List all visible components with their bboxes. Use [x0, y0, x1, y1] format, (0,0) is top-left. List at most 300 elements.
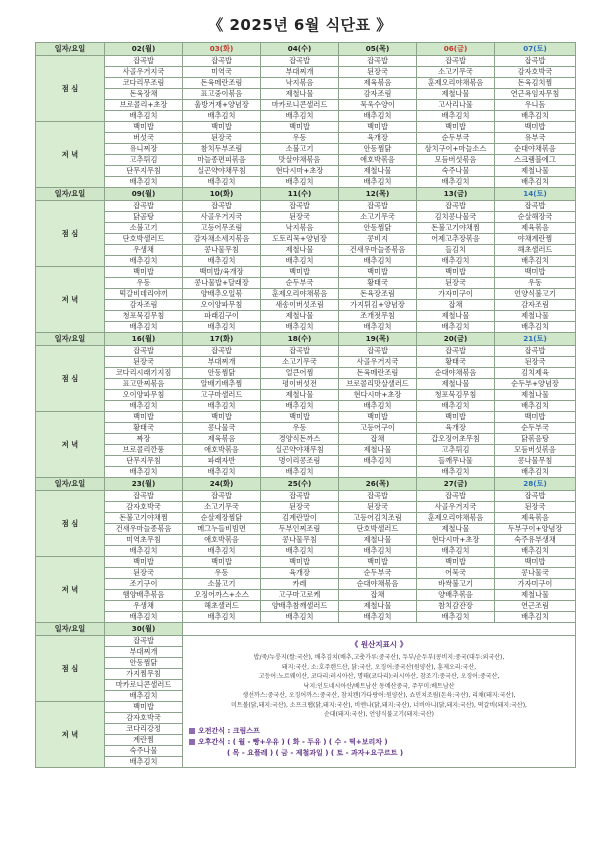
menu-item: 짜장	[105, 434, 183, 445]
menu-item: 배추김치	[261, 256, 339, 267]
day-header: 07(토)	[495, 43, 576, 56]
menu-item: 조기구이	[105, 579, 183, 590]
menu-item: 돈육김치찜	[495, 78, 576, 89]
date-header-label: 일자/요일	[36, 43, 105, 56]
menu-item: 제철나물	[339, 166, 417, 177]
week-header-row	[36, 188, 576, 201]
lunch-row	[36, 89, 576, 100]
menu-item: 배추김치	[495, 467, 576, 478]
menu-item: 우동	[261, 423, 339, 434]
menu-item: 배추김치	[261, 546, 339, 557]
bullet-icon	[189, 739, 195, 745]
menu-item: 백미밥	[339, 122, 417, 133]
menu-item: 육개장	[417, 423, 495, 434]
day-header: 17(화)	[183, 333, 261, 346]
menu-item: 묵욱수양이	[339, 100, 417, 111]
menu-item: 바싹불고기	[417, 579, 495, 590]
day-header: 14(토)	[495, 188, 576, 201]
lunch-row	[36, 111, 576, 122]
menu-item: 양배추볶음	[417, 590, 495, 601]
menu-item: 배추김치	[183, 467, 261, 478]
dinner-row	[36, 133, 576, 144]
dinner-row	[36, 601, 576, 612]
menu-item: 배추김치	[495, 322, 576, 333]
lunch-row	[36, 256, 576, 267]
lunch-row	[36, 201, 576, 212]
menu-item: 배추김치	[183, 612, 261, 623]
menu-item: 감자호박국	[495, 67, 576, 78]
menu-item: 고구마고로케	[261, 590, 339, 601]
day-header: 21(토)	[495, 333, 576, 346]
dinner-row	[36, 456, 576, 467]
menu-item: 콩나물무침	[495, 456, 576, 467]
lunch-row	[36, 223, 576, 234]
menu-item: 얼큰어찜	[261, 368, 339, 379]
menu-item: 백미밥	[261, 267, 339, 278]
menu-item: 순두부국	[339, 568, 417, 579]
menu-item: 훈제오리야채볶음	[261, 289, 339, 300]
menu-item: 제육볶음	[495, 513, 576, 524]
menu-item: 낙지볶음	[261, 78, 339, 89]
menu-item: 훈제오리야채볶음	[417, 513, 495, 524]
menu-item: 백미밥	[495, 412, 576, 423]
menu-table	[35, 42, 576, 768]
menu-item: 고등어구이	[339, 423, 417, 434]
lunch-label: 점 심	[36, 346, 105, 412]
lunch-row	[36, 379, 576, 390]
origin-line: 미트볼(닭,돼지:국산), 소프크랩(닭,돼지:국산), 비엔나(닭,돼지:국산), 너비아니(닭,돼지:국산), 떡갈비(돼지:국산),	[231, 701, 527, 709]
menu-item: 유니찌장	[105, 144, 183, 155]
menu-item: 제철나물	[339, 601, 417, 612]
menu-item: 돈육장채	[105, 89, 183, 100]
page-title: 《 2025년 6월 식단표 》	[208, 16, 392, 34]
menu-item: 제철나물	[417, 89, 495, 100]
dinner-row	[36, 122, 576, 133]
menu-item: 가자미구이	[495, 579, 576, 590]
day-header: 19(목)	[339, 333, 417, 346]
menu-item: 현다시마+초장	[417, 535, 495, 546]
menu-item: 돈불고기야채찜	[417, 223, 495, 234]
menu-item: 제철나물	[495, 390, 576, 401]
dinner-row	[36, 289, 576, 300]
snack-line	[189, 726, 569, 737]
menu-item: 고사리나물	[417, 100, 495, 111]
bullet-icon	[189, 728, 195, 734]
menu-item: 울방거재+양념장	[183, 100, 261, 111]
menu-item: 순두부국	[495, 423, 576, 434]
menu-item: 코다리시래기지짐	[105, 368, 183, 379]
menu-item: 도토리묵+양념장	[261, 234, 339, 245]
menu-item: 배추김치	[105, 256, 183, 267]
menu-item: 안동찜닭	[105, 658, 183, 669]
dinner-row	[36, 177, 576, 188]
menu-item: 잡곡밥	[417, 491, 495, 502]
week-header-row	[36, 333, 576, 346]
menu-item: 백미밥	[261, 557, 339, 568]
lunch-label: 점 심	[36, 491, 105, 557]
menu-item: 순두부국	[417, 133, 495, 144]
menu-item: 평이버섯전	[261, 379, 339, 390]
menu-item: 제철나물	[495, 590, 576, 601]
lunch-row	[36, 636, 576, 647]
day-header: 09(월)	[105, 188, 183, 201]
menu-item: 배추김치	[339, 256, 417, 267]
menu-item: 배추김치	[183, 256, 261, 267]
menu-item: 고추튀김	[105, 155, 183, 166]
day-header: 05(목)	[339, 43, 417, 56]
menu-item: 제육볶음	[183, 434, 261, 445]
origin-text	[189, 653, 569, 720]
day-header: 26(목)	[339, 478, 417, 491]
menu-item: 배추김치	[495, 546, 576, 557]
menu-item: 백미밥	[495, 557, 576, 568]
menu-item: 배추김치	[105, 691, 183, 702]
origin-line: 돼지:국산, 소:호주랜드산, 닭:국산, 오징어:중국산(원양산), 훈제오리:국산,	[281, 663, 477, 671]
menu-item: 고등어김치조림	[339, 513, 417, 524]
menu-item: 부대찌개	[261, 67, 339, 78]
menu-item: 잡곡밥	[183, 491, 261, 502]
menu-item: 김계란말이	[261, 513, 339, 524]
menu-item: 배추김치	[417, 177, 495, 188]
menu-item: 배추김치	[105, 546, 183, 557]
menu-item: 백미밥	[183, 122, 261, 133]
menu-item: 닭곰탕	[105, 212, 183, 223]
menu-item: 명이리콩조림	[261, 456, 339, 467]
menu-item: 잡곡밥	[417, 201, 495, 212]
dinner-row	[36, 434, 576, 445]
menu-item: 잡곡밥	[339, 491, 417, 502]
menu-item: 잡곡밥	[417, 56, 495, 67]
lunch-row	[36, 513, 576, 524]
menu-item: 유부국	[495, 133, 576, 144]
menu-item: 안동찜닭	[339, 144, 417, 155]
menu-item: 배추김치	[183, 111, 261, 122]
menu-item: 건새우마늘종볶음	[339, 245, 417, 256]
menu-item: 백미밥	[339, 412, 417, 423]
dinner-row	[36, 155, 576, 166]
menu-item: 안동찜닭	[183, 368, 261, 379]
date-header-label: 일자/요일	[36, 333, 105, 346]
menu-item: 사골우거지국	[183, 212, 261, 223]
menu-item: 가지튀김+양념장	[339, 300, 417, 311]
menu-item: 숙주유부생채	[495, 535, 576, 546]
lunch-row	[36, 100, 576, 111]
snack-text: ( 목 - 요플레 ) ( 금 - 제철과일 ) ( 토 - 과자+요구르트 )	[227, 748, 404, 757]
menu-item: 어제고추장볶음	[417, 234, 495, 245]
menu-item: 제철나물	[417, 524, 495, 535]
menu-item: 들김치	[417, 245, 495, 256]
lunch-row	[36, 67, 576, 78]
menu-item: 두부구이+양념장	[495, 524, 576, 535]
snack-line	[189, 748, 569, 759]
menu-item: 가지찜무침	[105, 669, 183, 680]
menu-item: 햄양배추볶음	[105, 590, 183, 601]
day-header: 30(월)	[105, 623, 183, 636]
menu-item: 감자조림	[339, 89, 417, 100]
day-header: 25(수)	[261, 478, 339, 491]
menu-item: 배추김치	[339, 456, 417, 467]
menu-item: 김치제육	[495, 368, 576, 379]
lunch-row	[36, 346, 576, 357]
menu-item: 배추김치	[417, 256, 495, 267]
menu-item: 감자조림	[105, 300, 183, 311]
dinner-row	[36, 590, 576, 601]
menu-item: 된장국	[495, 502, 576, 513]
menu-item: 단무지무침	[105, 456, 183, 467]
origin-info-panel	[183, 636, 576, 768]
menu-item: 제철나물	[261, 311, 339, 322]
dinner-row	[36, 557, 576, 568]
menu-item: 닭볶음탕	[495, 434, 576, 445]
dinner-label: 저 녁	[36, 412, 105, 478]
menu-item: 된장국	[261, 212, 339, 223]
menu-item: 배추김치	[417, 111, 495, 122]
menu-item: 실곤약야채무침	[261, 445, 339, 456]
dinner-label: 저 녁	[36, 267, 105, 333]
menu-item: 제철나물	[339, 535, 417, 546]
menu-item: 야채계란찜	[495, 234, 576, 245]
day-header: 12(목)	[339, 188, 417, 201]
menu-item: 코다리강정	[105, 724, 183, 735]
menu-item: 순대야채볶음	[495, 144, 576, 155]
dinner-label: 저 녁	[36, 122, 105, 188]
menu-item: 된장국	[105, 357, 183, 368]
menu-item: 해초샐러드	[495, 245, 576, 256]
menu-item: 배추김치	[183, 401, 261, 412]
menu-item: 제철나물	[495, 311, 576, 322]
menu-item: 잡곡밥	[261, 56, 339, 67]
menu-item: 배추김치	[105, 322, 183, 333]
menu-item: 우동	[105, 278, 183, 289]
menu-item: 삼치구이+마늘소스	[417, 144, 495, 155]
menu-item: 잡곡밥	[495, 491, 576, 502]
dinner-label: 저 녁	[36, 557, 105, 623]
menu-item: 잡곡밥	[261, 491, 339, 502]
origin-line: 낙지:인도네시아산/베트남산 동메산중국, 주꾸미:베트남산	[303, 682, 455, 690]
menu-item: 백미밥	[105, 267, 183, 278]
menu-item: 오이양파무침	[105, 390, 183, 401]
menu-item: 애호박볶음	[339, 155, 417, 166]
menu-item: 배추김치	[339, 111, 417, 122]
menu-item: 경양식돈까스	[261, 434, 339, 445]
day-header: 10(화)	[183, 188, 261, 201]
menu-item: 연근조림	[495, 601, 576, 612]
menu-item: 감자호박국	[105, 713, 183, 724]
menu-item: 순살제장찜닭	[183, 513, 261, 524]
menu-item: 배추김치	[105, 757, 183, 768]
menu-item: 백미밥	[417, 122, 495, 133]
menu-item: 단무지무침	[105, 166, 183, 177]
lunch-row	[36, 78, 576, 89]
menu-item: 황태국	[339, 278, 417, 289]
menu-item: 표고중이볶음	[183, 89, 261, 100]
lunch-row	[36, 245, 576, 256]
menu-item: 된장국	[183, 133, 261, 144]
menu-item: 미역초무침	[105, 535, 183, 546]
menu-item: 소고기무국	[183, 502, 261, 513]
menu-item: 소불고기	[105, 223, 183, 234]
day-header: 16(월)	[105, 333, 183, 346]
week-header-row	[36, 43, 576, 56]
dinner-row	[36, 445, 576, 456]
menu-item: 코다리무조림	[105, 78, 183, 89]
menu-item: 배추김치	[417, 546, 495, 557]
day-header: 27(금)	[417, 478, 495, 491]
lunch-row	[36, 357, 576, 368]
menu-item: 잡곡밥	[105, 56, 183, 67]
menu-item: 새송이버섯조림	[261, 300, 339, 311]
menu-item: 사골우거지국	[339, 357, 417, 368]
day-header: 28(토)	[495, 478, 576, 491]
menu-item: 된장국	[339, 502, 417, 513]
menu-item: 잡곡밥	[105, 491, 183, 502]
menu-item: 배추김치	[183, 177, 261, 188]
dinner-row	[36, 412, 576, 423]
menu-item: 배추김치	[261, 467, 339, 478]
menu-item: 제철나물	[417, 379, 495, 390]
menu-item: 백미밥	[183, 412, 261, 423]
menu-item: 소불고기	[183, 579, 261, 590]
menu-item: 브로콜리깐풍	[105, 445, 183, 456]
dinner-row	[36, 612, 576, 623]
menu-item: 백미밥	[183, 557, 261, 568]
lunch-row	[36, 234, 576, 245]
menu-item: 육개장	[339, 133, 417, 144]
date-header-label: 일자/요일	[36, 188, 105, 201]
day-header: 04(수)	[261, 43, 339, 56]
menu-item: 잡곡밥	[105, 346, 183, 357]
date-header-label: 일자/요일	[36, 478, 105, 491]
menu-item: 감자채소세지볶음	[183, 234, 261, 245]
menu-item: 제철나물	[339, 445, 417, 456]
lunch-row	[36, 368, 576, 379]
menu-item: 잡곡밥	[495, 56, 576, 67]
menu-item: 된장국	[339, 67, 417, 78]
menu-item: 콩나물무침	[261, 535, 339, 546]
menu-item: 브로콜리+초장	[105, 100, 183, 111]
menu-item: 배추김치	[261, 177, 339, 188]
menu-item: 모듬버섯볶음	[495, 445, 576, 456]
menu-item: 배추김치	[183, 546, 261, 557]
menu-item: 해초샐러드	[183, 601, 261, 612]
menu-item: 우생채	[105, 601, 183, 612]
menu-item: 잡곡밥	[105, 636, 183, 647]
menu-item	[339, 467, 417, 478]
menu-item: 알배기배추찜	[183, 379, 261, 390]
menu-item: 콩나물밥+달래장	[183, 278, 261, 289]
menu-item: 제육볶음	[495, 223, 576, 234]
menu-item: 순대야채볶음	[339, 579, 417, 590]
dinner-row	[36, 267, 576, 278]
menu-item: 돈육메란조림	[339, 368, 417, 379]
menu-item: 소고기무국	[339, 212, 417, 223]
menu-item: 제철나물	[261, 245, 339, 256]
menu-item: 파래김구이	[183, 311, 261, 322]
menu-item: 잡곡밥	[495, 346, 576, 357]
menu-item: 순살해장국	[495, 212, 576, 223]
day-header: 20(금)	[417, 333, 495, 346]
menu-item: 언양식불고기	[495, 289, 576, 300]
menu-item: 순두부+양념장	[495, 379, 576, 390]
menu-item: 가자미구이	[417, 289, 495, 300]
menu-item: 소불고기	[261, 144, 339, 155]
menu-item: 브로콜리맛살샐러드	[339, 379, 417, 390]
menu-item: 백미밥	[105, 702, 183, 713]
menu-item: 계란찜	[105, 735, 183, 746]
menu-item: 우동	[495, 278, 576, 289]
menu-item: 배추김치	[339, 322, 417, 333]
menu-item: 사골우거지국	[105, 67, 183, 78]
menu-item: 고구마샐러드	[183, 390, 261, 401]
menu-item: 스크램블에그	[495, 155, 576, 166]
snack-info	[189, 726, 569, 759]
menu-item: 청포묵김무침	[105, 311, 183, 322]
lunch-row	[36, 401, 576, 412]
menu-item: 우생채	[105, 245, 183, 256]
menu-item: 연근욕임자무침	[495, 89, 576, 100]
snack-line	[189, 737, 569, 748]
menu-item: 사골우거지국	[417, 502, 495, 513]
menu-item: 실곤약야채무침	[183, 166, 261, 177]
menu-item: 마카로니콘샐러드	[261, 100, 339, 111]
menu-item: 양배추참깨샐러드	[261, 601, 339, 612]
menu-item: 배추김치	[183, 322, 261, 333]
origin-title: 《 원산지표시 》	[350, 640, 408, 649]
menu-item: 들깨무나물	[417, 456, 495, 467]
menu-item: 배추김치	[105, 467, 183, 478]
menu-item: 배추김치	[105, 612, 183, 623]
menu-item: 참치감잔장	[417, 601, 495, 612]
menu-item: 제철나물	[261, 89, 339, 100]
week-header-row	[36, 478, 576, 491]
menu-item: 배추김치	[105, 401, 183, 412]
menu-item: 소고기무국	[261, 357, 339, 368]
menu-item: 마늘종편피볶음	[183, 155, 261, 166]
menu-item: 돈육장조림	[339, 289, 417, 300]
menu-item: 메그누들비빔면	[183, 524, 261, 535]
dinner-label: 저 녁	[36, 702, 105, 768]
day-header: 11(수)	[261, 188, 339, 201]
menu-item: 숙주나물	[105, 746, 183, 757]
menu-item: 백미밥	[261, 412, 339, 423]
snack-text: 오후간식 : ( 월 - 빵+우유 ) ( 화 - 두유 ) ( 수 - 떡+보리차 )	[198, 737, 388, 746]
menu-item: 감자호박국	[105, 502, 183, 513]
menu-item: 된장국	[417, 278, 495, 289]
dinner-row	[36, 467, 576, 478]
menu-item: 양배추오일볶	[183, 289, 261, 300]
menu-item: 백미밥	[417, 412, 495, 423]
menu-item: 백미밥	[105, 557, 183, 568]
menu-item: 우동	[261, 133, 339, 144]
lunch-label: 점 심	[36, 56, 105, 122]
day-header: 24(화)	[183, 478, 261, 491]
menu-item: 황태국	[105, 423, 183, 434]
menu-item: 백미밥	[417, 557, 495, 568]
menu-item: 우니돔	[495, 100, 576, 111]
menu-item: 떡갈비데리야끼	[105, 289, 183, 300]
menu-item: 우동	[183, 568, 261, 579]
menu-item: 순대야채볶음	[417, 368, 495, 379]
menu-item: 잡곡밥	[261, 346, 339, 357]
menu-item: 콩나물국	[495, 568, 576, 579]
menu-item: 잡곡밥	[417, 346, 495, 357]
week-header-row	[36, 623, 576, 636]
origin-line: 고등어:노르웨이산, 코다리:러시아산, 명태(코다리):러시아산, 참조기:중국산, 오징어:중국산,	[258, 673, 500, 680]
menu-item: 카레	[261, 579, 339, 590]
menu-item: 배추김치	[495, 612, 576, 623]
menu-item: 표고만찌볶음	[105, 379, 183, 390]
menu-item: 배추김치	[417, 612, 495, 623]
